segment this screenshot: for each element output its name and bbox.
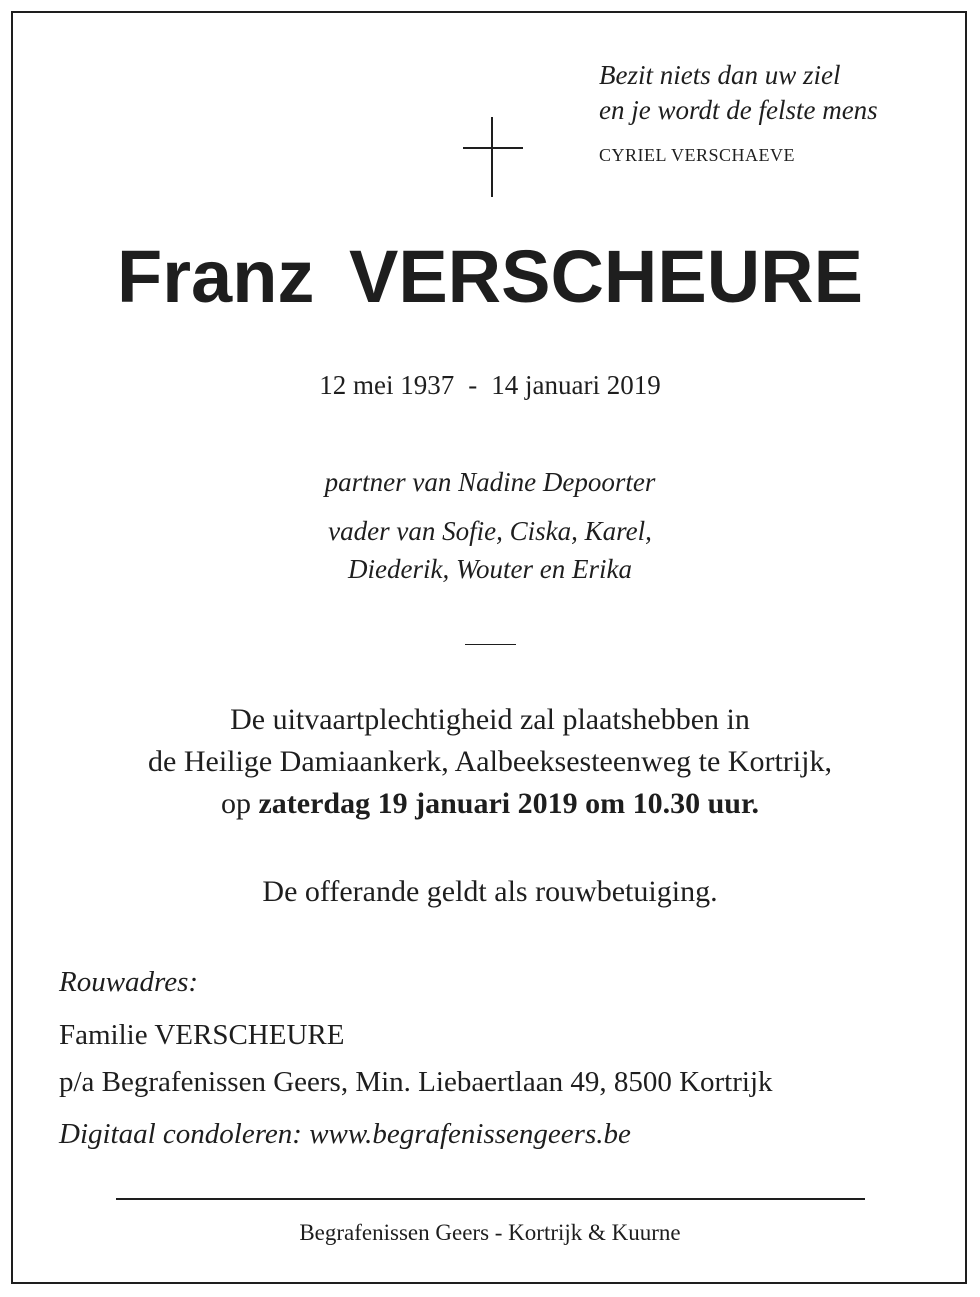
life-dates: [0, 370, 980, 401]
deceased-name: Franz VERSCHEURE: [117, 235, 863, 318]
footer-divider: [116, 1198, 865, 1200]
ceremony-prefix: op: [220, 787, 251, 820]
quote-line-2: en je wordt de felste mens: [599, 95, 878, 125]
quote-author: CYRIEL VERSCHAEVE: [599, 145, 796, 165]
mourning-address-label: Rouwadres:: [59, 966, 199, 998]
date-separator: -: [468, 370, 478, 400]
family-name: Familie VERSCHEURE: [59, 1019, 345, 1051]
children-line-2: Diederik, Wouter en Erika: [348, 554, 632, 584]
death-date: 14 januari 2019: [491, 370, 661, 400]
ceremony-line-3: [0, 787, 980, 821]
ceremony-datetime: zaterdag 19 januari 2019 om 10.30 uur.: [258, 787, 760, 820]
funeral-home-address: p/a Begrafenissen Geers, Min. Liebaertlaan 49, 8500 Kortrijk: [59, 1066, 773, 1098]
online-condolence: Digitaal condoleren: www.begrafenissengeers.be: [59, 1118, 631, 1150]
offering-text: De offerande geldt als rouwbetuiging.: [262, 875, 718, 908]
ceremony-line-2: de Heilige Damiaankerk, Aalbeeksesteenweg te Kortrijk,: [148, 745, 832, 778]
ceremony-line-1: De uitvaartplechtigheid zal plaatshebben in: [230, 703, 750, 736]
partner-line: partner van Nadine Depoorter: [324, 467, 656, 497]
children-line-1: vader van Sofie, Ciska, Karel,: [328, 516, 652, 546]
footer-text: Begrafenissen Geers - Kortrijk & Kuurne: [299, 1220, 681, 1245]
birth-date: 12 mei 1937: [319, 370, 455, 400]
quote-line-1: Bezit niets dan uw ziel: [599, 60, 841, 90]
cross-icon: [463, 117, 523, 197]
section-divider: [465, 644, 516, 645]
